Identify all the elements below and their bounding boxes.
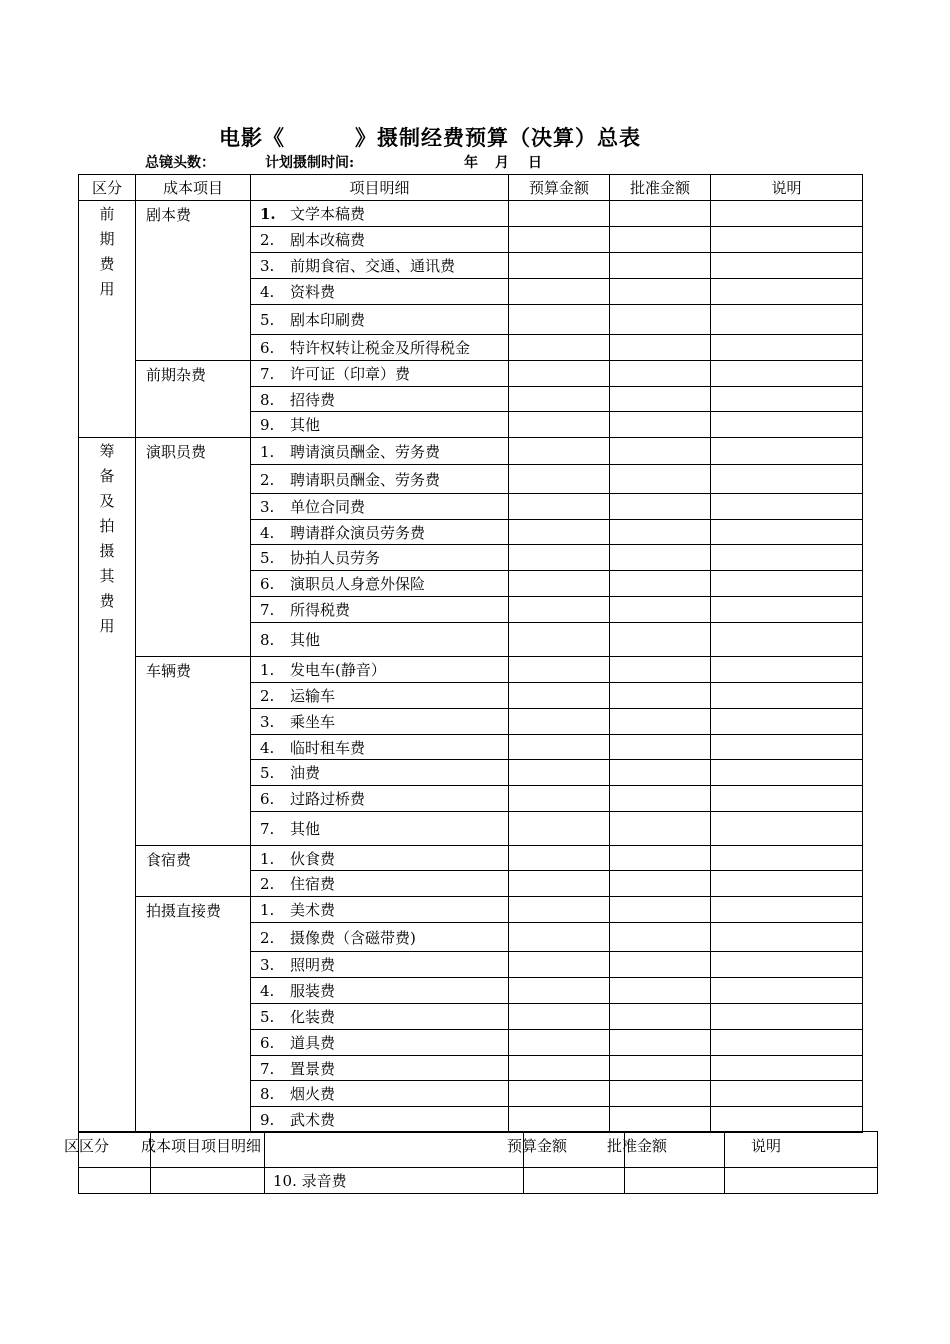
header-budget-amount: 预算金额: [509, 175, 610, 201]
item-detail-cell: [251, 335, 509, 361]
cost-item-cell: 前期杂费: [136, 361, 251, 438]
budget-amount-cell[interactable]: [509, 735, 610, 760]
budget-amount-cell[interactable]: [509, 335, 610, 361]
item-text: 单位合同费: [290, 498, 366, 516]
item-text: 特许权转让税金及所得税金: [290, 339, 471, 357]
item-text: 摄像费（含磁带费): [290, 928, 416, 947]
section-char: 期: [99, 230, 115, 248]
item-detail-cell: [251, 571, 509, 597]
item-number: 1.: [260, 849, 275, 868]
notes-cell[interactable]: [711, 786, 863, 812]
notes-cell[interactable]: [711, 1030, 863, 1056]
notes-cell[interactable]: [711, 846, 863, 871]
table-row: [79, 897, 863, 923]
section-char: 及: [99, 492, 115, 510]
budget-amount-cell[interactable]: [509, 1030, 610, 1056]
notes-cell[interactable]: [711, 545, 863, 571]
budget-amount-cell[interactable]: [509, 897, 610, 923]
table-row: [79, 657, 863, 683]
header-row: [79, 175, 863, 201]
item-text: 其他: [290, 631, 321, 649]
item-detail-cell: [251, 494, 509, 520]
category-cell: [79, 1168, 151, 1194]
item-detail-cell: [251, 279, 509, 305]
item-detail-cell: [251, 597, 509, 623]
notes-cell[interactable]: [711, 735, 863, 760]
continuation-header-row: [79, 1132, 878, 1168]
item-text: 乘坐车: [290, 713, 336, 731]
budget-amount-cell[interactable]: [509, 978, 610, 1004]
item-text: 录音费: [301, 1172, 347, 1190]
notes-cell[interactable]: [711, 412, 863, 438]
budget-amount-cell[interactable]: [509, 520, 610, 545]
cost-item-cell: 剧本费: [136, 201, 251, 361]
table-row: [79, 361, 863, 387]
item-number: 2.: [260, 928, 275, 947]
budget-amount-cell[interactable]: [509, 279, 610, 305]
notes-cell[interactable]: [711, 952, 863, 978]
item-text: 资料费: [290, 283, 336, 301]
notes-cell[interactable]: [711, 897, 863, 923]
budget-amount-cell[interactable]: [509, 253, 610, 279]
approved-amount-cell[interactable]: [625, 1168, 725, 1194]
item-text: 所得税费: [290, 601, 351, 619]
item-detail-cell: [251, 709, 509, 735]
item-detail-cell: [251, 545, 509, 571]
item-detail-cell: [251, 201, 509, 227]
approved-amount-cell[interactable]: [610, 335, 711, 361]
date-day: 日: [528, 155, 542, 171]
budget-amount-cell[interactable]: [509, 709, 610, 735]
total-shots-label: 总镜头数：: [145, 155, 215, 171]
table-row: [79, 846, 863, 871]
budget-amount-cell[interactable]: [509, 683, 610, 709]
item-detail-cell: [251, 1056, 509, 1081]
budget-amount-cell[interactable]: [509, 952, 610, 978]
item-detail-cell: [251, 1107, 509, 1133]
item-number: 5.: [260, 549, 275, 567]
cost-item-cell: 车辆费: [136, 657, 251, 846]
item-number: 1.: [260, 442, 275, 461]
item-detail-cell: [251, 1081, 509, 1107]
item-detail-cell: [251, 387, 509, 412]
section-cell: [79, 438, 136, 1133]
section-char: 拍: [99, 517, 115, 535]
item-number: 3.: [260, 257, 275, 275]
header-item-detail: 项目明细: [251, 175, 509, 201]
approved-amount-cell[interactable]: [610, 657, 711, 683]
item-detail-cell: [251, 871, 509, 897]
approved-amount-cell[interactable]: [610, 683, 711, 709]
item-text: 住宿费: [290, 875, 336, 893]
approved-amount-cell[interactable]: [610, 387, 711, 412]
notes-cell[interactable]: [711, 623, 863, 657]
notes-cell[interactable]: [725, 1168, 878, 1194]
item-detail-cell: [251, 253, 509, 279]
item-number: 4.: [260, 523, 275, 542]
approved-amount-cell[interactable]: [610, 494, 711, 520]
item-detail-cell: [251, 846, 509, 871]
item-number: 2.: [260, 875, 275, 893]
item-number: 4.: [260, 283, 275, 301]
item-detail-cell: [251, 623, 509, 657]
budget-amount-cell[interactable]: [509, 387, 610, 412]
title-left: 电影《: [219, 125, 285, 150]
notes-cell[interactable]: [711, 760, 863, 786]
approved-amount-cell[interactable]: [610, 545, 711, 571]
budget-amount-cell[interactable]: [509, 923, 610, 952]
approved-amount-cell[interactable]: [610, 952, 711, 978]
budget-amount-cell[interactable]: [509, 871, 610, 897]
approved-amount-cell[interactable]: [610, 923, 711, 952]
item-number: 7.: [260, 601, 275, 619]
cell: [625, 1132, 725, 1168]
item-text: 聘请演员酬金、劳务费: [290, 442, 441, 461]
continuation-header-approved: 批准金额: [607, 1137, 668, 1155]
approved-amount-cell[interactable]: [610, 520, 711, 545]
notes-cell[interactable]: [711, 279, 863, 305]
approved-amount-cell[interactable]: [610, 786, 711, 812]
item-detail-cell: [251, 438, 509, 465]
item-number: 3.: [260, 956, 275, 974]
item-detail-cell: [251, 465, 509, 494]
item-number: 6.: [260, 575, 275, 593]
item-text: 化装费: [290, 1008, 336, 1026]
approved-amount-cell[interactable]: [610, 253, 711, 279]
budget-table: [78, 174, 863, 1133]
item-detail-cell: [251, 952, 509, 978]
notes-cell[interactable]: [711, 923, 863, 952]
notes-cell[interactable]: [711, 387, 863, 412]
date-month: 月: [495, 155, 509, 171]
budget-amount-cell[interactable]: [509, 305, 610, 335]
notes-cell[interactable]: [711, 657, 863, 683]
item-text: 油费: [290, 764, 321, 782]
item-detail-cell: [251, 923, 509, 952]
approved-amount-cell[interactable]: [610, 978, 711, 1004]
budget-amount-cell[interactable]: [509, 846, 610, 871]
item-text: 剧本改稿费: [290, 231, 366, 249]
item-text: 美术费: [290, 901, 336, 919]
item-detail-cell: [265, 1168, 524, 1194]
budget-table-continuation: [78, 1131, 878, 1194]
item-text: 剧本印刷费: [290, 311, 366, 329]
notes-cell[interactable]: [711, 253, 863, 279]
item-number: 6.: [260, 339, 275, 357]
approved-amount-cell[interactable]: [610, 412, 711, 438]
notes-cell[interactable]: [711, 201, 863, 227]
budget-amount-cell[interactable]: [509, 361, 610, 387]
approved-amount-cell[interactable]: [610, 760, 711, 786]
approved-amount-cell[interactable]: [610, 571, 711, 597]
budget-amount-cell[interactable]: [509, 571, 610, 597]
budget-amount-cell[interactable]: [509, 412, 610, 438]
approved-amount-cell[interactable]: [610, 623, 711, 657]
notes-cell[interactable]: [711, 520, 863, 545]
item-text: 演职员人身意外保险: [290, 575, 426, 593]
budget-amount-cell[interactable]: [509, 1081, 610, 1107]
approved-amount-cell[interactable]: [610, 1081, 711, 1107]
continuation-header-category: 区区分: [64, 1137, 110, 1155]
budget-amount-cell[interactable]: [509, 760, 610, 786]
section-char: 备: [99, 467, 115, 485]
notes-cell[interactable]: [711, 1107, 863, 1133]
budget-amount-cell[interactable]: [509, 438, 610, 465]
item-text: 烟火费: [290, 1085, 336, 1103]
item-detail-cell: [251, 812, 509, 846]
item-detail-cell: [251, 978, 509, 1004]
section-char: 费: [99, 255, 115, 273]
item-detail-cell: [251, 1004, 509, 1030]
item-text: 道具费: [290, 1034, 336, 1052]
approved-amount-cell[interactable]: [610, 201, 711, 227]
item-text: 文学本稿费: [290, 205, 366, 223]
budget-amount-cell[interactable]: [509, 465, 610, 494]
notes-cell[interactable]: [711, 465, 863, 494]
section-char: 费: [99, 592, 115, 610]
item-text: 武术费: [290, 1111, 336, 1129]
notes-cell[interactable]: [711, 571, 863, 597]
approved-amount-cell[interactable]: [610, 279, 711, 305]
item-number: 8.: [260, 1085, 275, 1103]
budget-amount-cell[interactable]: [509, 597, 610, 623]
notes-cell[interactable]: [711, 871, 863, 897]
budget-amount-cell[interactable]: [509, 786, 610, 812]
header-category: 区分: [79, 175, 136, 201]
item-detail-cell: [251, 361, 509, 387]
approved-amount-cell[interactable]: [610, 438, 711, 465]
cell: [524, 1132, 625, 1168]
item-number: 4.: [260, 982, 275, 1000]
table-row: [79, 1168, 878, 1194]
header-approved-amount: 批准金额: [610, 175, 711, 201]
item-number: 7.: [260, 365, 275, 383]
budget-amount-cell[interactable]: [509, 812, 610, 846]
item-text: 其他: [290, 820, 321, 838]
item-text: 照明费: [290, 956, 336, 974]
item-detail-cell: [251, 520, 509, 545]
item-detail-cell: [251, 683, 509, 709]
approved-amount-cell[interactable]: [610, 597, 711, 623]
section-char: 其: [99, 567, 115, 585]
cell: [725, 1132, 878, 1168]
approved-amount-cell[interactable]: [610, 709, 711, 735]
item-text: 置景费: [290, 1059, 336, 1078]
item-number: 7.: [260, 1059, 275, 1078]
cost-item-cell: 拍摄直接费: [136, 897, 251, 1133]
item-number: 8.: [260, 631, 275, 649]
item-detail-cell: [251, 305, 509, 335]
notes-cell[interactable]: [711, 1081, 863, 1107]
item-text: 聘请职员酬金、劳务费: [290, 470, 441, 489]
date-year: 年: [464, 155, 478, 171]
item-detail-cell: [251, 657, 509, 683]
table-row: [79, 201, 863, 227]
item-number: 8.: [260, 390, 275, 409]
item-detail-cell: [251, 735, 509, 760]
item-number: 5.: [260, 764, 275, 782]
item-text: 许可证（印章）费: [290, 365, 411, 383]
item-detail-cell: [251, 897, 509, 923]
item-number: 2.: [260, 470, 275, 489]
item-number: 7.: [260, 820, 275, 838]
approved-amount-cell[interactable]: [610, 465, 711, 494]
item-text: 运输车: [290, 687, 336, 705]
continuation-header-items: 成本项目项目明细: [141, 1137, 262, 1155]
notes-cell[interactable]: [711, 305, 863, 335]
item-number: 9.: [260, 1111, 275, 1129]
item-number: 1.: [260, 205, 276, 223]
item-number: 1.: [260, 901, 275, 919]
item-number: 2.: [260, 231, 275, 249]
notes-cell[interactable]: [711, 812, 863, 846]
item-number: 5.: [260, 1008, 275, 1026]
section-char: 摄: [99, 542, 115, 560]
item-number: 6.: [260, 790, 275, 808]
item-text: 招待费: [290, 390, 336, 409]
approved-amount-cell[interactable]: [610, 846, 711, 871]
approved-amount-cell[interactable]: [610, 871, 711, 897]
item-detail-cell: [251, 227, 509, 253]
budget-amount-cell[interactable]: [509, 494, 610, 520]
continuation-header-budget: 预算金额: [507, 1137, 568, 1155]
plan-time-label: 计划摄制时间:: [265, 155, 355, 171]
section-char: 前: [99, 205, 115, 223]
item-text: 伙食费: [290, 849, 336, 868]
item-detail-cell: [251, 1030, 509, 1056]
item-text: 发电车(静音）: [290, 661, 386, 679]
cell: [265, 1132, 524, 1168]
item-number: 3.: [260, 498, 275, 516]
notes-cell[interactable]: [711, 683, 863, 709]
header-notes: 说明: [711, 175, 863, 201]
cost-item-cell: 食宿费: [136, 846, 251, 897]
item-text: 聘请群众演员劳务费: [290, 523, 426, 542]
budget-amount-cell[interactable]: [509, 1107, 610, 1133]
approved-amount-cell[interactable]: [610, 812, 711, 846]
item-number: 10.: [273, 1172, 297, 1190]
item-text: 服装费: [290, 982, 336, 1000]
budget-amount-cell[interactable]: [524, 1168, 625, 1194]
item-text: 其他: [290, 416, 321, 434]
item-number: 3.: [260, 713, 275, 731]
budget-amount-cell[interactable]: [509, 1056, 610, 1081]
item-number: 6.: [260, 1034, 275, 1052]
budget-amount-cell[interactable]: [509, 657, 610, 683]
item-text: 前期食宿、交通、通讯费: [290, 257, 456, 275]
section-char: 筹: [99, 442, 115, 460]
section-cell: [79, 201, 136, 438]
item-number: 9.: [260, 416, 275, 434]
approved-amount-cell[interactable]: [610, 1107, 711, 1133]
budget-amount-cell[interactable]: [509, 623, 610, 657]
item-text: 临时租车费: [290, 738, 366, 757]
table-row: [79, 438, 863, 465]
item-detail-cell: [251, 412, 509, 438]
approved-amount-cell[interactable]: [610, 361, 711, 387]
notes-cell[interactable]: [711, 227, 863, 253]
notes-cell[interactable]: [711, 978, 863, 1004]
item-number: 2.: [260, 687, 275, 705]
budget-amount-cell[interactable]: [509, 201, 610, 227]
budget-amount-cell[interactable]: [509, 1004, 610, 1030]
approved-amount-cell[interactable]: [610, 1004, 711, 1030]
item-number: 5.: [260, 311, 275, 329]
cost-item-cell: 演职员费: [136, 438, 251, 657]
approved-amount-cell[interactable]: [610, 897, 711, 923]
item-text: 过路过桥费: [290, 790, 366, 808]
cost-item-cell: [151, 1168, 265, 1194]
notes-cell[interactable]: [711, 709, 863, 735]
continuation-header-notes: 说明: [751, 1137, 782, 1155]
item-detail-cell: [251, 786, 509, 812]
document-title: [0, 122, 860, 152]
item-detail-cell: [251, 760, 509, 786]
cell: [79, 1132, 151, 1168]
approved-amount-cell[interactable]: [610, 735, 711, 760]
budget-amount-cell[interactable]: [509, 227, 610, 253]
notes-cell[interactable]: [711, 1056, 863, 1081]
notes-cell[interactable]: [711, 438, 863, 465]
notes-cell[interactable]: [711, 597, 863, 623]
budget-amount-cell[interactable]: [509, 545, 610, 571]
notes-cell[interactable]: [711, 361, 863, 387]
item-number: 1.: [260, 661, 275, 679]
approved-amount-cell[interactable]: [610, 1056, 711, 1081]
header-cost-item: 成本项目: [136, 175, 251, 201]
approved-amount-cell[interactable]: [610, 305, 711, 335]
item-text: 协拍人员劳务: [290, 549, 381, 567]
approved-amount-cell[interactable]: [610, 1030, 711, 1056]
title-right: 》摄制经费预算（决算）总表: [355, 125, 641, 150]
cell: [151, 1132, 265, 1168]
notes-cell[interactable]: [711, 1004, 863, 1030]
notes-cell[interactable]: [711, 494, 863, 520]
approved-amount-cell[interactable]: [610, 227, 711, 253]
notes-cell[interactable]: [711, 335, 863, 361]
section-char: 用: [99, 280, 115, 298]
item-number: 4.: [260, 738, 275, 757]
section-char: 用: [99, 617, 115, 635]
